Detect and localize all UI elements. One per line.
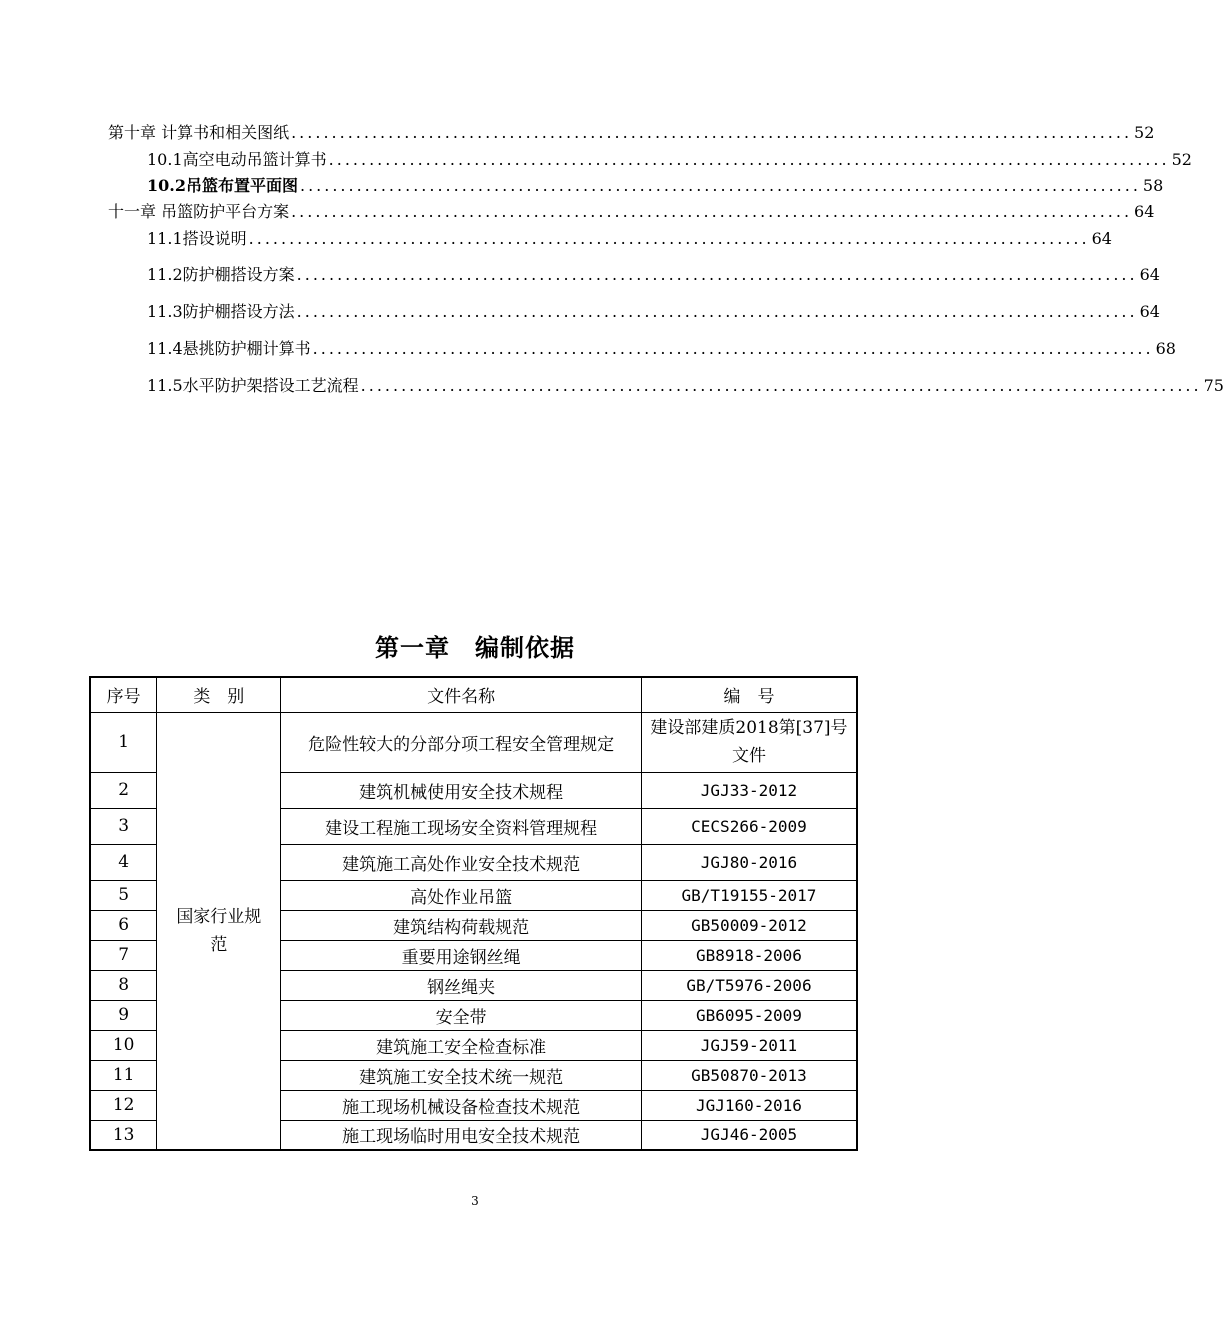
toc-entry-title: 10.1高空电动吊篮计算书 [147, 150, 327, 169]
row-name: 建设工程施工现场安全资料管理规程 [281, 808, 642, 844]
row-code: JGJ33-2012 [641, 772, 857, 808]
row-no: 13 [90, 1120, 157, 1150]
row-name: 施工现场机械设备检查技术规范 [281, 1090, 642, 1120]
header-code: 编 号 [641, 677, 857, 712]
toc-entry-page: 64 [1091, 229, 1112, 248]
toc-entry-page: 68 [1155, 339, 1176, 358]
row-code: GB8918-2006 [641, 940, 857, 970]
row-no: 1 [90, 712, 157, 772]
toc-leader-dots: ........................................................................................................ [248, 229, 1090, 248]
toc-entry[interactable] [108, 202, 1155, 222]
toc-entry[interactable] [147, 302, 1160, 322]
toc-entry-page: 64 [1139, 265, 1160, 284]
toc-leader-dots: ........................................................................................................ [328, 150, 1170, 169]
row-no: 11 [90, 1060, 157, 1090]
toc-leader-dots: ........................................................................................................ [291, 202, 1133, 221]
row-name: 高处作业吊篮 [281, 880, 642, 910]
row-no: 4 [90, 844, 157, 880]
toc-entry[interactable] [147, 339, 1176, 359]
toc-entry-title: 11.1搭设说明 [147, 229, 247, 248]
row-code: JGJ59-2011 [641, 1030, 857, 1060]
toc-entry-page: 75 [1203, 376, 1224, 395]
row-name: 危险性较大的分部分项工程安全管理规定 [281, 712, 642, 772]
row-code: CECS266-2009 [641, 808, 857, 844]
row-code: GB/T5976-2006 [641, 970, 857, 1000]
row-no: 9 [90, 1000, 157, 1030]
toc-entry[interactable] [147, 229, 1112, 249]
toc-entry[interactable] [147, 176, 1164, 196]
toc-entry[interactable] [147, 265, 1160, 285]
toc-entry-title: 第十章 计算书和相关图纸 [108, 123, 290, 142]
toc-leader-dots: ........................................................................................................ [312, 339, 1154, 358]
row-no: 12 [90, 1090, 157, 1120]
toc-entry-page: 52 [1171, 150, 1192, 169]
row-no: 3 [90, 808, 157, 844]
row-code: JGJ80-2016 [641, 844, 857, 880]
toc-entry[interactable] [108, 123, 1155, 143]
basis-table [89, 676, 858, 1151]
row-code: GB50009-2012 [641, 910, 857, 940]
toc-entry[interactable] [147, 150, 1192, 170]
toc-leader-dots: ........................................................................................................ [291, 123, 1133, 142]
table-header-row [90, 677, 857, 712]
row-name: 建筑机械使用安全技术规程 [281, 772, 642, 808]
header-category: 类 别 [157, 677, 281, 712]
row-code: JGJ46-2005 [641, 1120, 857, 1150]
row-code: GB50870-2013 [641, 1060, 857, 1090]
row-code: 建设部建质2018第[37]号文件 [641, 712, 857, 772]
toc-leader-dots: ........................................................................................................ [296, 265, 1138, 284]
toc-entry-title: 11.5水平防护架搭设工艺流程 [147, 376, 359, 395]
row-name: 建筑施工高处作业安全技术规范 [281, 844, 642, 880]
row-name: 施工现场临时用电安全技术规范 [281, 1120, 642, 1150]
row-name: 重要用途钢丝绳 [281, 940, 642, 970]
row-name: 建筑施工安全检查标准 [281, 1030, 642, 1060]
toc-entry-page: 58 [1142, 176, 1164, 195]
toc-leader-dots: ........................................................................................................ [296, 302, 1138, 321]
chapter-title: 第一章 编制依据 [375, 633, 575, 662]
header-no: 序号 [90, 677, 157, 712]
row-code: GB6095-2009 [641, 1000, 857, 1030]
row-code: JGJ160-2016 [641, 1090, 857, 1120]
row-name: 建筑施工安全技术统一规范 [281, 1060, 642, 1090]
row-no: 5 [90, 880, 157, 910]
toc-entry-page: 64 [1139, 302, 1160, 321]
row-name: 建筑结构荷载规范 [281, 910, 642, 940]
toc-entry-title: 11.4悬挑防护棚计算书 [147, 339, 311, 358]
toc-entry-title: 十一章 吊篮防护平台方案 [108, 202, 290, 221]
category-cell [157, 712, 281, 1150]
toc-entry-page: 64 [1134, 202, 1155, 221]
row-code: GB/T19155-2017 [641, 880, 857, 910]
toc-entry-title: 11.3防护棚搭设方法 [147, 302, 295, 321]
category-text: 国家行业规范 [176, 906, 262, 955]
row-name: 安全带 [281, 1000, 642, 1030]
row-name: 钢丝绳夹 [281, 970, 642, 1000]
toc-entry[interactable] [147, 376, 1224, 396]
table-row [90, 712, 857, 772]
row-no: 6 [90, 910, 157, 940]
toc-entry-title: 10.2吊篮布置平面图 [147, 176, 298, 195]
row-no: 7 [90, 940, 157, 970]
toc-entry-title: 11.2防护棚搭设方案 [147, 265, 295, 284]
header-name: 文件名称 [281, 677, 642, 712]
toc-leader-dots: ........................................................................................................ [360, 376, 1202, 395]
toc-leader-dots: ........................................................................................................ [299, 176, 1141, 195]
row-no: 2 [90, 772, 157, 808]
page-number: 3 [471, 1194, 479, 1208]
row-no: 8 [90, 970, 157, 1000]
row-no: 10 [90, 1030, 157, 1060]
toc-entry-page: 52 [1134, 123, 1155, 142]
